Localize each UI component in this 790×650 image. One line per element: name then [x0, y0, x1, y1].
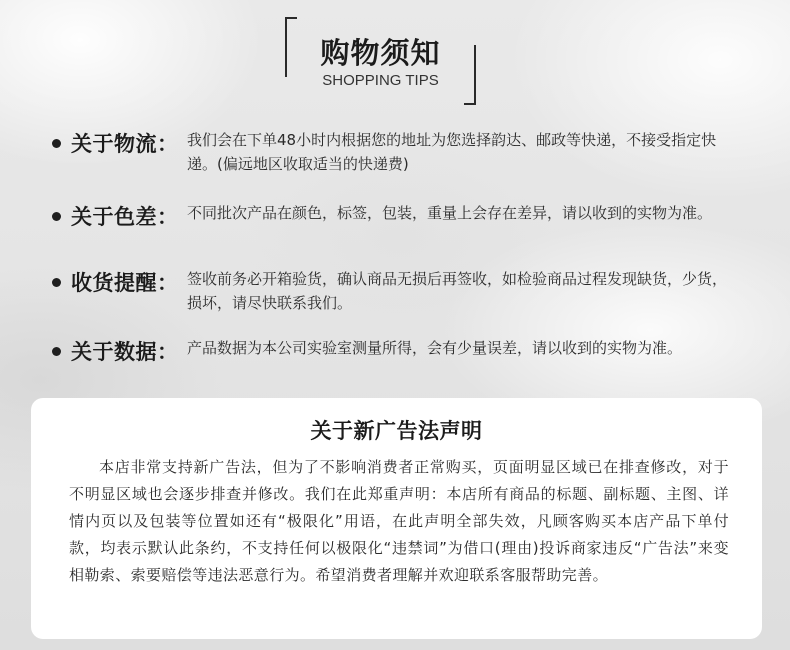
tip-data	[52, 334, 742, 386]
tip-text: 我们会在下单48小时内根据您的地址为您选择韵达、邮政等快递，不接受指定快递。(偏远地区收取适当的快递费)	[187, 131, 717, 173]
bullet-dot-icon	[52, 212, 61, 221]
bullet-dot-icon	[52, 347, 61, 356]
advertising-law-notice-card	[31, 398, 762, 639]
page-subtitle: SHOPPING TIPS	[322, 72, 439, 89]
tip-text: 不同批次产品在颜色，标签，包装，重量上会存在差异，请以收到的实物为准。	[187, 204, 713, 222]
tip-delivery-reminder	[52, 265, 742, 317]
tip-label: 关于物流：	[71, 132, 179, 156]
bullet-dot-icon	[52, 278, 61, 287]
tip-label: 关于色差：	[71, 205, 179, 229]
tip-text: 签收前务必开箱验货，确认商品无损后再签收，如检验商品过程发现缺货，少货，损坏，请尽快联系我们。	[187, 270, 728, 312]
tip-color-difference	[52, 199, 742, 251]
tip-label: 关于数据：	[71, 340, 179, 364]
tip-logistics	[52, 126, 742, 178]
bullet-dot-icon	[52, 139, 61, 148]
tip-text: 产品数据为本公司实验室测量所得，会有少量误差，请以收到的实物为准。	[187, 339, 683, 357]
notice-body: 本店非常支持新广告法，但为了不影响消费者正常购买，页面明显区域已在排查修改，对于不明显区域也会逐步排查并修改。我们在此郑重声明：本店所有商品的标题、副标题、主图、详情内页以及包装等位置如还有“极限化”用语，在此声明全部失效，凡顾客购买本店产品下单付款，均表示默认此条约，不支持任何以极限化“违禁词”为借口(理由)投诉商家违反“广告法”来变相勒索、索要赔偿等违法恶意行为。希望消费者理解并欢迎联系客服帮助完善。	[69, 458, 729, 584]
notice-title: 关于新广告法声明	[310, 419, 483, 443]
page-title: 购物须知	[320, 36, 441, 70]
shopping-tips-header	[285, 17, 476, 105]
tip-label: 收货提醒：	[71, 271, 179, 295]
